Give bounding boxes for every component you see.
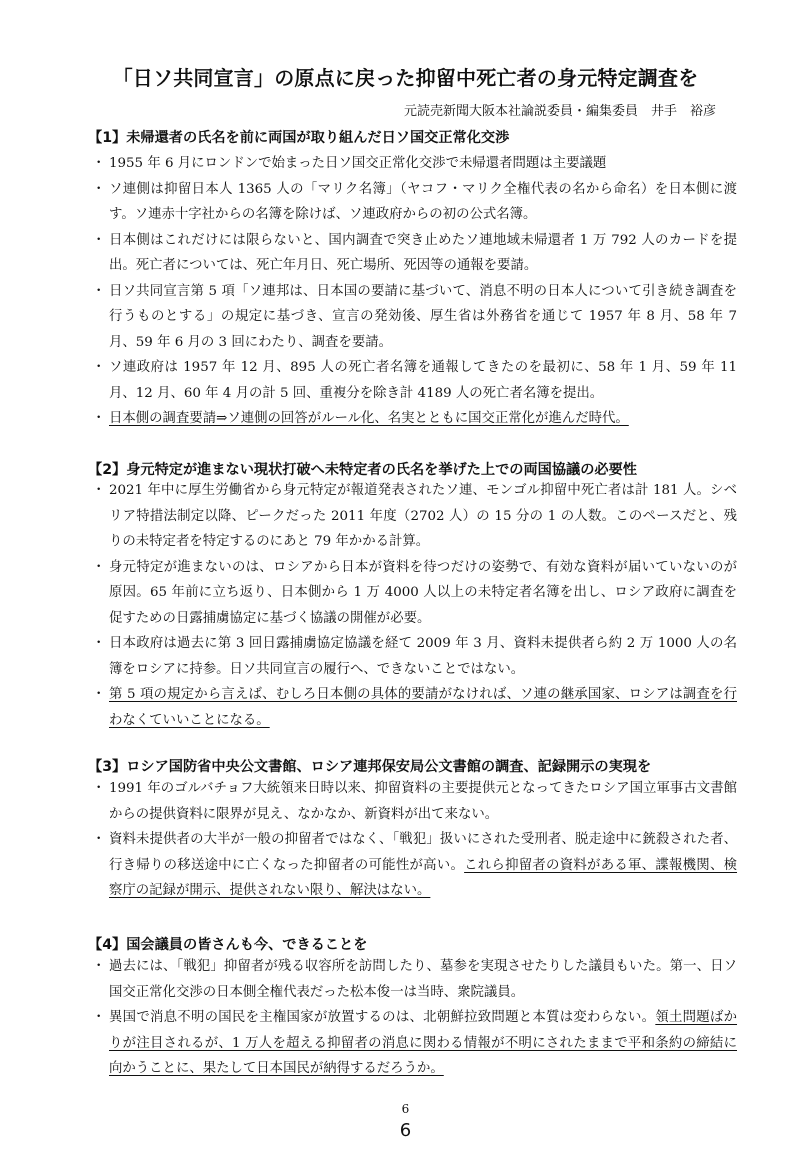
section-1-list xyxy=(92,151,737,432)
underlined-text: 日本側の調査要請⇒ソ連側の回答がルール化、名実とともに国交正常化が進んだ時代。 xyxy=(109,411,629,426)
list-item: ・ 日本側はこれだけには限らないと、国内調査で突き止めたソ連地域未帰還者 1 万 792 人のカードを提出。死亡者については、死亡年月日、死亡場所、死因等の通報を要請。 xyxy=(92,228,737,279)
list-item: ・ ソ連側は抑留日本人 1365 人の「マリク名簿」（ヤコフ・マリク全権代表の名から命名）を日本側に渡す。ソ連赤十字社からの名簿を除けば、ソ連政府からの初の公式名簿。 xyxy=(92,177,737,228)
section-4-heading: 【4】国会議員の皆さんも今、できることを xyxy=(88,937,368,953)
document-title: 「日ソ共同宣言」の原点に戻った抑留中死亡者の身元特定調査を xyxy=(112,66,699,90)
page-number-large: 6 xyxy=(399,1120,412,1141)
list-item: ・ 身元特定が進まないのは、ロシアから日本が資料を待つだけの姿勢で、有効な資料が届いていないのが原因。65 年前に立ち返り、日本側から 1 万 4000 人以上の未特定者名簿を出し、ロシア政府に調査を促すための日露捕虜協定に基づく協議の開催が必要。 xyxy=(92,555,737,632)
list-item xyxy=(92,406,737,432)
list-item: ・ 資料未提供者の大半が一般の抑留者ではなく、「戦犯」扱いにされた受刑者、脱走途中に銃殺された者、行き帰りの移送途中に亡くなった抑留者の可能性が高い。これら抑留者の資料がある軍、諜報機関、検察庁の記録が開示、提供されない限り、解決はない。 xyxy=(92,827,737,904)
list-item: ・ ソ連政府は 1957 年 12 月、895 人の死亡者名簿を通報してきたのを最初に、58 年 1 月、59 年 11 月、12 月、60 年 4 月の計 5 回、重複分を除き計 4189 人の死亡者名簿を提出。 xyxy=(92,355,737,406)
page-number-small: 6 xyxy=(401,1102,410,1116)
section-3-heading: 【3】ロシア国防省中央公文書館、ロシア連邦保安局公文書館の調査、記録開示の実現を xyxy=(88,759,652,775)
underlined-text: 領土問題ばかりが注目されるが、1 万人を超える抑留者の消息に関わる情報が不明にされたままで平和条約の締結に向かうことに、果たして日本国民が納得するだろうか。 xyxy=(109,1010,738,1076)
list-item: ・ 異国で消息不明の国民を主権国家が放置するのは、北朝鮮拉致問題と本質は変わらない。領土問題ばかりが注目されるが、1 万人を超える抑留者の消息に関わる情報が不明にされたままで平和条約の締結に向かうことに、果たして日本国民が納得するだろうか。 xyxy=(92,1005,737,1082)
underlined-text: これら抑留者の資料がある軍、諜報機関、検察庁の記録が開示、提供されない限り、解決はない。 xyxy=(109,857,738,898)
section-1-heading: 【1】未帰還者の氏名を前に両国が取り組んだ日ソ国交正常化交渉 xyxy=(88,130,510,146)
underlined-text: 第 5 項の規定から言えば、むしろ日本側の具体的要請がなければ、ソ連の継承国家、ロシアは調査を行わなくていいことになる。 xyxy=(109,687,737,728)
author-line: 元読売新聞大阪本社論説委員・編集委員 井手 裕彦 xyxy=(403,104,716,119)
list-item: ・ 過去には、「戦犯」抑留者が残る収容所を訪問したり、墓参を実現させたりした議員もいた。第一、日ソ国交正常化交渉の日本側全権代表だった松本俊一は当時、衆院議員。 xyxy=(92,954,737,1005)
list-item xyxy=(92,682,737,733)
list-item: ・ 日ソ共同宣言第 5 項「ソ連邦は、日本国の要請に基づいて、消息不明の日本人について引き続き調査を行うものとする」の規定に基づき、宣言の発効後、厚生省は外務省を通じて 1957 年 8 月、58 年 7 月、59 年 6 月の 3 回にわたり、調査を要請。 xyxy=(92,279,737,356)
section-3-list xyxy=(92,776,737,904)
section-2-heading: 【2】身元特定が進まない現状打破へ未特定者の氏名を挙げた上での両国協議の必要性 xyxy=(88,462,637,478)
list-item: ・ 1991 年のゴルバチョフ大統領来日時以来、抑留資料の主要提供元となってきたロシア国立軍事古文書館からの提供資料に限界が見え、なかなか、新資料が出て来ない。 xyxy=(92,776,737,827)
list-item: ・ 1955 年 6 月にロンドンで始まった日ソ国交正常化交渉で未帰還者問題は主要議題 xyxy=(92,151,737,177)
list-item: ・ 2021 年中に厚生労働省から身元特定が報道発表されたソ連、モンゴル抑留中死亡者は計 181 人。シベリア特措法制定以降、ピークだった 2011 年度（2702 人）の 15 分の 1 の人数。このペースだと、残りの未特定者を特定するのにあと 79 年かかる計算。 xyxy=(92,478,737,555)
section-4-list xyxy=(92,954,737,1082)
section-2-list xyxy=(92,478,737,733)
list-item: ・ 日本政府は過去に第 3 回日露捕虜協定協議を経て 2009 年 3 月、資料未提供者ら約 2 万 1000 人の名簿をロシアに持参。日ソ共同宣言の履行へ、できないことではない。 xyxy=(92,631,737,682)
